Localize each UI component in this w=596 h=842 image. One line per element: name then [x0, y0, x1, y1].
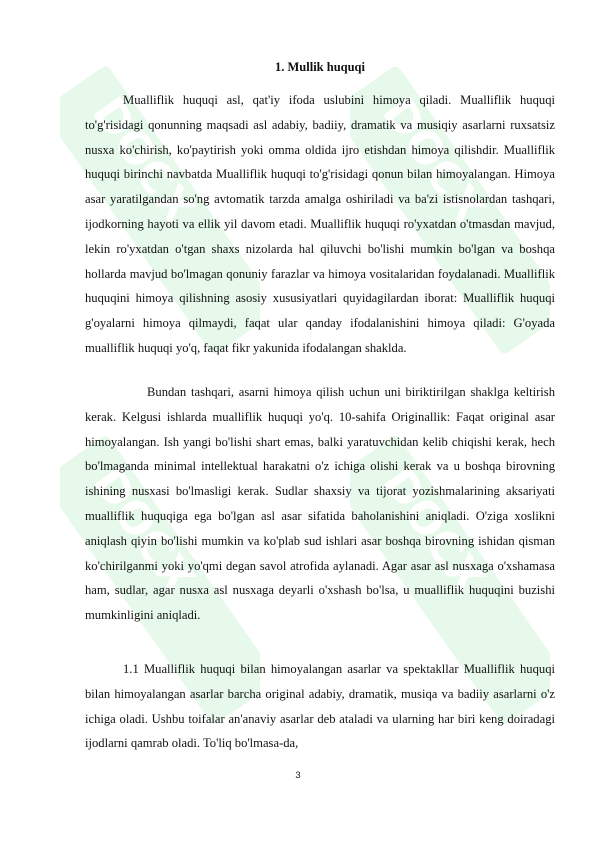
- svg-text:DOCX: DOCX: [372, 458, 495, 603]
- svg-text:DOCX: DOCX: [82, 458, 205, 603]
- body-paragraph: 1.1 Mualliflik huquqi bilan himoyalangan asarlar va spektakllar Mualliflik huquqi bilan himoyalangan asarlar barcha original adabiy, dramatik, musiqa va badiiy asarlarni o'z ichiga oladi. Ushbu toifalar an'anaviy asarlar deb ataladi va ularning har biri keng doiradagi ijodlarni qamrab oladi. To'liq bo'lmasa-da,: [85, 662, 555, 751]
- svg-text:DOCX: DOCX: [372, 88, 495, 233]
- body-paragraph: Mualliflik huquqi asl, qat'iy ifoda uslubini himoya qiladi. Mualliflik huquqi to'g'risidagi qonunning maqsadi asl adabiy, badiiy, dramatik va musiqiy asarlarni ruxsatsiz nusxa ko'chirish, ko'paytirish yoki omma oldida ijro etishdan himoya qilishdir. Mualliflik huquqi birinchi navbatda Mualliflik huquqi to'g'risidagi qonun bilan himoyalangan. Himoya asar yaratilgandan so'ng avtomatik tarzda amalga oshiriladi va ba'zi istisnolardan tashqari, ijodkorning hayoti va ellik yil davom etadi. Mualliflik huquqi ro'yxatdan o'tmasdan mavjud, lekin ro'yxatdan o'tgan shaxs nizolarda hal qiluvchi bo'lishi mumkin bo'lgan va boshqa hollarda mavjud bo'lmagan qonuniy farazlar va himoya vositalaridan foydalanadi. Mualliflik huquqini himoya qilishning asosiy xususiyatlari quyidagilardan iborat: Mualliflik huquqi g'oyalarni himoya qilmaydi, faqat ular qanday ifodalanishini himoya qiladi: G'oyada mualliflik huquqi yo'q, faqat fikr yakunida ifodalangan shaklda.: [85, 93, 555, 355]
- section-heading: 1. Mullik huquqi: [275, 60, 365, 74]
- svg-text:DOCX: DOCX: [82, 88, 205, 233]
- body-paragraph: Bundan tashqari, asarni himoya qilish uchun uni biriktirilgan shaklga keltirish kerak. Kelgusi ishlarda mualliflik huquqi yo'q. 10-sahifa Originallik: Faqat original asar himoyalangan. Ish yangi bo'lishi shart emas, balki yaratuvchidan kelib chiqishi kerak, hech bo'lmaganda minimal intellektual harakatni o'z ichiga olishi kerak va u boshqa birovning ishining nusxasi bo'lmasligi kerak. Sudlar shaxsiy va tijorat yozishmalarining aksariyati mualliflik huquqiga ega bo'lgan asl asar sifatida baholanishini aniqladi. O'ziga xoslikni aniqlash qiyin bo'lishi mumkin va ko'plab sud ishlari asar boshqa birovning ishidan qisman ko'chirilganmi yoki yo'qmi degan savol atrofida aylanadi. Agar asar asl nusxaga o'xshamasa ham, sudlar, agar nusxa asl nusxaga deyarli o'xshash bo'lsa, u mualliflik huquqini buzishi mumkinligini aniqladi.: [85, 385, 555, 623]
- page-number: 3: [295, 770, 301, 781]
